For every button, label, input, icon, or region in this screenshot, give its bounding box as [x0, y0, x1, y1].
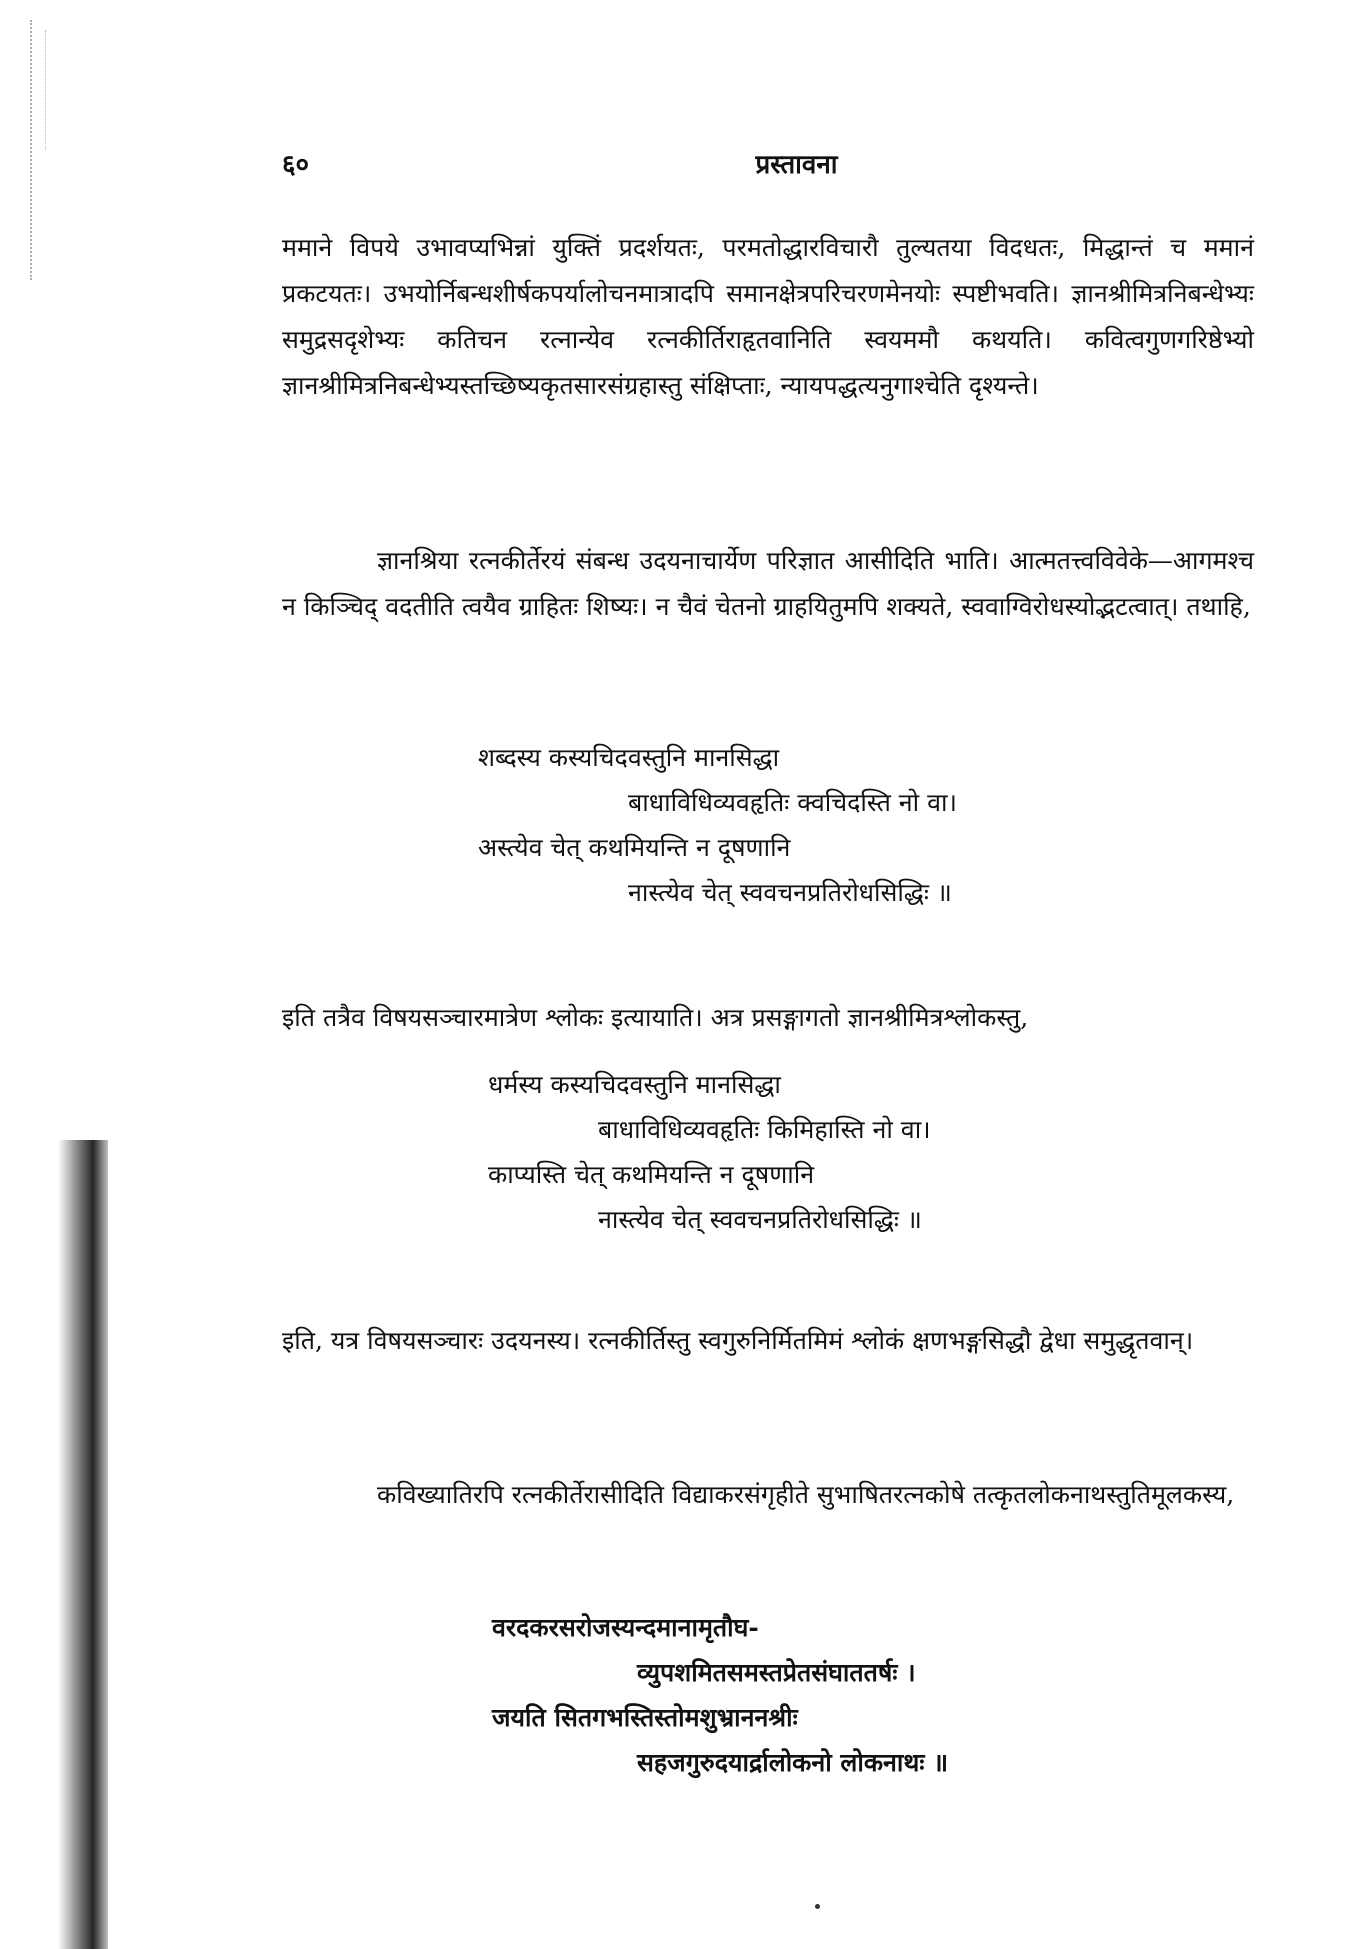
scan-artifact: [45, 30, 66, 150]
verse-1-line-4: नास्त्येव चेत् स्ववचनप्रतिरोधसिद्धिः ॥: [628, 878, 952, 907]
paragraph-1-text: ममाने विपये उभावप्यभिन्नां युक्तिं प्रदर्शयतः, परमतोद्धारविचारौ तुल्यतया विदधतः, मिद्धान्तं च ममानं प्रकटयतः। उभयोर्निबन्धशीर्षकपर्यालोचनमात्रादपि समानक्षेत्रपरिचरणमेनयोः स्पष्टीभवति। ज्ञानश्रीमित्रनिबन्धेभ्यः समुद्रसदृशेभ्यः कतिचन रत्नान्येव रत्नकीर्तिराहृतवानिति स्वयममौ कथयति। कवित्वगुणगरिष्ठेभ्यो ज्ञानश्रीमित्रनिबन्धेभ्यस्तच्छिष्यकृतसारसंग्रहास्तु संक्षिप्ताः, न्यायपद्धत्यनुगाश्चेति दृश्यन्ते।: [282, 233, 1254, 400]
paragraph-4-text: इति, यत्र विषयसञ्चारः उदयनस्य। रत्नकीर्तिस्तु स्वगुरुनिर्मितमिमं श्लोकं क्षणभङ्गसिद्धौ द्वेधा समुद्धृतवान्।: [282, 1326, 1194, 1355]
verse-2: [488, 1062, 931, 1242]
page-header: [282, 145, 1251, 185]
verse-3-line-1: वरदकरसरोजस्यन्दमानामृतौघ-: [492, 1613, 759, 1642]
verse-2-line-1: धर्मस्य कस्यचिदवस्तुनि मानसिद्धा: [488, 1070, 781, 1099]
verse-3-line-3: जयति सितगभस्तिस्तोमशुभ्राननश्रीः: [492, 1703, 798, 1732]
verse-2-line-3: काप्यस्ति चेत् कथमियन्ति न दूषणानि: [488, 1160, 815, 1189]
verse-2-line-4: नास्त्येव चेत् स्ववचनप्रतिरोधसिद्धिः ॥: [598, 1205, 922, 1234]
page-number: ६०: [282, 150, 310, 180]
paragraph-4: [282, 1318, 1254, 1364]
verse-3: [492, 1605, 948, 1785]
paragraph-5: [282, 1472, 1254, 1518]
scan-edge-shadow: [58, 1140, 108, 1949]
verse-1-line-2: बाधाविधिव्यवहृतिः क्वचिदस्ति नो वा।: [628, 788, 957, 817]
verse-1-line-3: अस्त्येव चेत् कथमियन्ति न दूषणानि: [478, 833, 791, 862]
verse-1: [478, 735, 957, 915]
paragraph-1: [282, 225, 1254, 409]
running-title: प्रस्तावना: [755, 150, 838, 180]
paragraph-3-text: इति तत्रैव विषयसञ्चारमात्रेण श्लोकः इत्यायाति। अत्र प्रसङ्गागतो ज्ञानश्रीमित्रश्लोकस्तु,: [282, 1003, 1029, 1032]
stray-mark: [815, 1904, 820, 1909]
paragraph-3: [282, 995, 1254, 1041]
paragraph-2-text: ज्ञानश्रिया रत्नकीर्तेरयं संबन्ध उदयनाचार्येण परिज्ञात आसीदिति भाति। आत्मतत्त्वविवेके—आगमश्च न किञ्चिद् वदतीति त्वयैव ग्राहितः शिष्यः। न चैवं चेतनो ग्राहयितुमपि शक्यते, स्ववाग्विरोधस्योद्भटत्वात्। तथाहि,: [282, 546, 1254, 621]
paragraph-2: [282, 538, 1254, 630]
verse-3-line-4: सहजगुरुदयार्द्रालोकनो लोकनाथः ॥: [637, 1748, 949, 1777]
verse-2-line-2: बाधाविधिव्यवहृतिः किमिहास्ति नो वा।: [598, 1115, 931, 1144]
paragraph-5-text: कविख्यातिरपि रत्नकीर्तेरासीदिति विद्याकरसंगृहीते सुभाषितरत्नकोषे तत्कृतलोकनाथस्तुतिमूलकस्य,: [377, 1480, 1235, 1509]
verse-3-line-2: व्युपशमितसमस्तप्रेतसंघाततर्षः ।: [637, 1658, 916, 1687]
verse-1-line-1: शब्दस्य कस्यचिदवस्तुनि मानसिद्धा: [478, 743, 780, 772]
